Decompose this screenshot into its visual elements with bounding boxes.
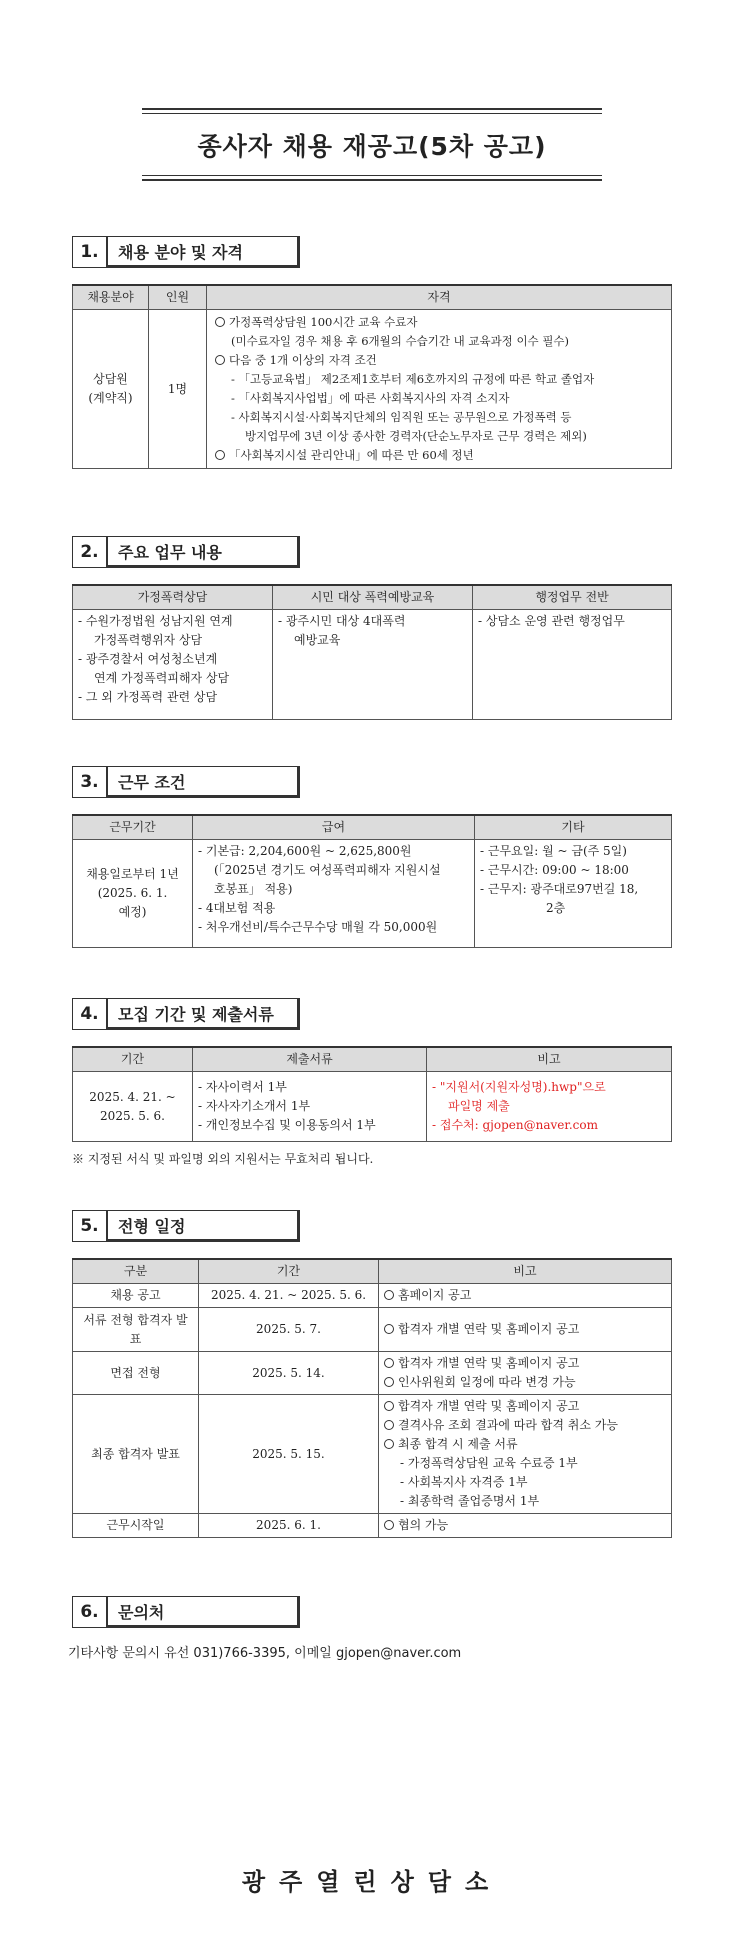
field-cell (73, 310, 149, 469)
schedule-label: 근무시작일 (73, 1514, 199, 1538)
remark-sub: - 가정폭력상담원 교육 수료증 1부 (400, 1456, 578, 1470)
pay-line: - 기본급: 2,204,600원 ~ 2,625,800원 (198, 844, 412, 858)
etc-line: - 근무지: 광주대로97번길 18, (480, 882, 639, 896)
schedule-label: 서류 전형 합격자 발표 (73, 1308, 199, 1352)
duty-line: 예방교육 (294, 633, 341, 647)
section-header (72, 998, 672, 1030)
circle-bullet-icon (384, 1520, 394, 1530)
document-line: - 개인정보수집 및 이용동의서 1부 (198, 1118, 376, 1132)
section-header (72, 536, 672, 568)
section-contact (68, 1596, 672, 1661)
schedule-remark (379, 1352, 672, 1395)
period-cell (73, 840, 193, 948)
section-recruitment-qualifications (72, 236, 672, 469)
header-category: 구분 (73, 1259, 199, 1284)
schedule-period: 2025. 5. 7. (199, 1308, 379, 1352)
section-main-duties (72, 536, 672, 720)
schedule-remark (379, 1284, 672, 1308)
remark-text: 홈페이지 공고 (398, 1288, 472, 1302)
remark-line: 파일명 제출 (448, 1099, 510, 1113)
qualifications-table (72, 284, 672, 469)
remark-line: - 접수처: gjopen@naver.com (432, 1118, 598, 1132)
field-name: 상담원 (93, 372, 128, 386)
remark-text: 결격사유 조회 결과에 따라 합격 취소 가능 (398, 1418, 618, 1432)
header-remark: 비고 (427, 1047, 672, 1072)
duty-line: - 수원가정법원 성남지원 연계 (78, 614, 233, 628)
header-period: 근무기간 (73, 815, 193, 840)
duty-line: - 그 외 가정폭력 관련 상담 (78, 690, 218, 704)
qual-2-c1: - 사회복지시설·사회복지단체의 임직원 또는 공무원으로 가정폭력 등 (231, 410, 572, 424)
header-field: 채용분야 (73, 285, 149, 310)
qual-2-a: - 「고등교육법」 제2조제1호부터 제6호까지의 규정에 따른 학교 졸업자 (231, 372, 595, 386)
period-line: 2025. 5. 6. (100, 1108, 165, 1123)
remark-text: 합격자 개별 연락 및 홈페이지 공고 (398, 1322, 580, 1336)
schedule-label: 면접 전형 (73, 1352, 199, 1395)
contact-info: 기타사항 문의시 유선 031)766-3395, 이메일 gjopen@naver.com (68, 1646, 462, 1661)
qual-2: 다음 중 1개 이상의 자격 조건 (229, 353, 377, 367)
remark-sub: - 최종학력 졸업증명서 1부 (400, 1494, 540, 1508)
qual-2-c2: 방지업무에 3년 이상 종사한 경력자(단순노무자로 근무 경력은 제외) (245, 429, 587, 443)
count-cell: 1명 (149, 310, 207, 469)
section-title: 근무 조건 (108, 766, 300, 798)
qual-2-b: - 「사회복지사업법」에 따른 사회복지사의 자격 소지자 (231, 391, 510, 405)
section-recruitment-period (72, 998, 672, 1167)
header-admin: 행정업무 전반 (473, 585, 672, 610)
circle-bullet-icon (384, 1439, 394, 1449)
schedule-remark (379, 1395, 672, 1514)
admin-cell (473, 610, 672, 720)
section-title: 모집 기간 및 제출서류 (108, 998, 300, 1030)
section-header (72, 1596, 672, 1628)
conditions-table (72, 814, 672, 948)
remark-text: 합격자 개별 연락 및 홈페이지 공고 (398, 1399, 580, 1413)
section-header (72, 766, 672, 798)
circle-bullet-icon (384, 1324, 394, 1334)
schedule-remark (379, 1308, 672, 1352)
circle-bullet-icon (215, 355, 225, 365)
etc-cell (475, 840, 672, 948)
etc-line: 2층 (546, 901, 566, 915)
submission-table (72, 1046, 672, 1142)
page-title: 종사자 채용 재공고(5차 공고) (197, 132, 547, 161)
circle-bullet-icon (384, 1290, 394, 1300)
remark-text: 합격자 개별 연락 및 홈페이지 공고 (398, 1356, 580, 1370)
header-period: 기간 (73, 1047, 193, 1072)
remark-text: 인사위원회 일정에 따라 변경 가능 (398, 1375, 576, 1389)
duty-line: - 상담소 운영 관련 행정업무 (478, 614, 625, 628)
pay-line: (「2025년 경기도 여성폭력피해자 지원시설 (214, 863, 441, 877)
header-pay: 급여 (193, 815, 475, 840)
organization-name: 광주열린상담소 (241, 1868, 503, 1896)
header-remark: 비고 (379, 1259, 672, 1284)
header-qualification: 자격 (207, 285, 672, 310)
etc-line: - 근무시간: 09:00 ~ 18:00 (480, 863, 629, 877)
duty-line: 연계 가정폭력피해자 상담 (94, 671, 230, 685)
schedule-label: 최종 합격자 발표 (73, 1395, 199, 1514)
title-block (142, 108, 602, 181)
remark-sub: - 사회복지사 자격증 1부 (400, 1475, 528, 1489)
schedule-remark (379, 1514, 672, 1538)
circle-bullet-icon (384, 1358, 394, 1368)
remark-text: 협의 가능 (398, 1518, 449, 1532)
circle-bullet-icon (384, 1420, 394, 1430)
submission-note: ※ 지정된 서식 및 파일명 외의 지원서는 무효처리 됩니다. (72, 1152, 374, 1166)
section-title: 문의처 (108, 1596, 300, 1628)
field-type: (계약직) (88, 391, 133, 405)
section-number: 3. (72, 766, 108, 798)
duty-line: - 광주경찰서 여성청소년계 (78, 652, 218, 666)
counseling-cell (73, 610, 273, 720)
section-title: 주요 업무 내용 (108, 536, 300, 568)
schedule-table (72, 1258, 672, 1538)
qual-1-sub: (미수료자일 경우 채용 후 6개월의 수습기간 내 교육과정 이수 필수) (231, 334, 570, 348)
header-count: 인원 (149, 285, 207, 310)
pay-cell (193, 840, 475, 948)
title-rule-top (142, 108, 602, 110)
table-row (73, 1308, 672, 1352)
table-row (73, 1395, 672, 1514)
period-line: 채용일로부터 1년 (86, 867, 179, 881)
header-documents: 제출서류 (193, 1047, 427, 1072)
circle-bullet-icon (215, 317, 225, 327)
duty-line: 가정폭력행위자 상담 (94, 633, 203, 647)
circle-bullet-icon (215, 450, 225, 460)
schedule-period: 2025. 5. 15. (199, 1395, 379, 1514)
duties-table (72, 584, 672, 720)
section-working-conditions (72, 766, 672, 948)
circle-bullet-icon (384, 1401, 394, 1411)
period-cell (73, 1072, 193, 1142)
schedule-label: 채용 공고 (73, 1284, 199, 1308)
remark-cell (427, 1072, 672, 1142)
qual-1: 가정폭력상담원 100시간 교육 수료자 (229, 315, 418, 329)
section-schedule (72, 1210, 672, 1538)
table-row (73, 1352, 672, 1395)
documents-cell (193, 1072, 427, 1142)
schedule-period: 2025. 6. 1. (199, 1514, 379, 1538)
section-number: 6. (72, 1596, 108, 1628)
circle-bullet-icon (384, 1377, 394, 1387)
qual-3: 「사회복지시설 관리안내」에 따른 만 60세 정년 (229, 448, 474, 462)
section-number: 5. (72, 1210, 108, 1242)
pay-line: - 처우개선비/특수근무수당 매월 각 50,000원 (198, 920, 438, 934)
header-period: 기간 (199, 1259, 379, 1284)
period-line: 2025. 4. 21. ~ (89, 1089, 176, 1104)
duty-line: - 광주시민 대상 4대폭력 (278, 614, 406, 628)
schedule-period: 2025. 5. 14. (199, 1352, 379, 1395)
remark-line: - "지원서(지원자성명).hwp"으로 (432, 1080, 606, 1094)
table-row (73, 1284, 672, 1308)
qualification-cell (207, 310, 672, 469)
section-number: 4. (72, 998, 108, 1030)
title-rule-bottom (142, 179, 602, 181)
section-header (72, 236, 672, 268)
section-title: 전형 일정 (108, 1210, 300, 1242)
document-line: - 자사이력서 1부 (198, 1080, 287, 1094)
header-education: 시민 대상 폭력예방교육 (273, 585, 473, 610)
etc-line: - 근무요일: 월 ~ 금(주 5일) (480, 844, 627, 858)
title-rule-bottom-thin (142, 175, 602, 176)
remark-text: 최종 합격 시 제출 서류 (398, 1437, 518, 1451)
document-line: - 자사자기소개서 1부 (198, 1099, 311, 1113)
section-number: 1. (72, 236, 108, 268)
period-line: (2025. 6. 1. (97, 886, 168, 900)
pay-line: - 4대보험 적용 (198, 901, 276, 915)
header-counseling: 가정폭력상담 (73, 585, 273, 610)
section-number: 2. (72, 536, 108, 568)
section-header (72, 1210, 672, 1242)
education-cell (273, 610, 473, 720)
table-row (73, 1514, 672, 1538)
period-line: 예정) (118, 905, 147, 919)
section-title: 채용 분야 및 자격 (108, 236, 300, 268)
header-etc: 기타 (475, 815, 672, 840)
schedule-period: 2025. 4. 21. ~ 2025. 5. 6. (199, 1284, 379, 1308)
pay-line: 호봉표」 적용) (214, 882, 293, 896)
